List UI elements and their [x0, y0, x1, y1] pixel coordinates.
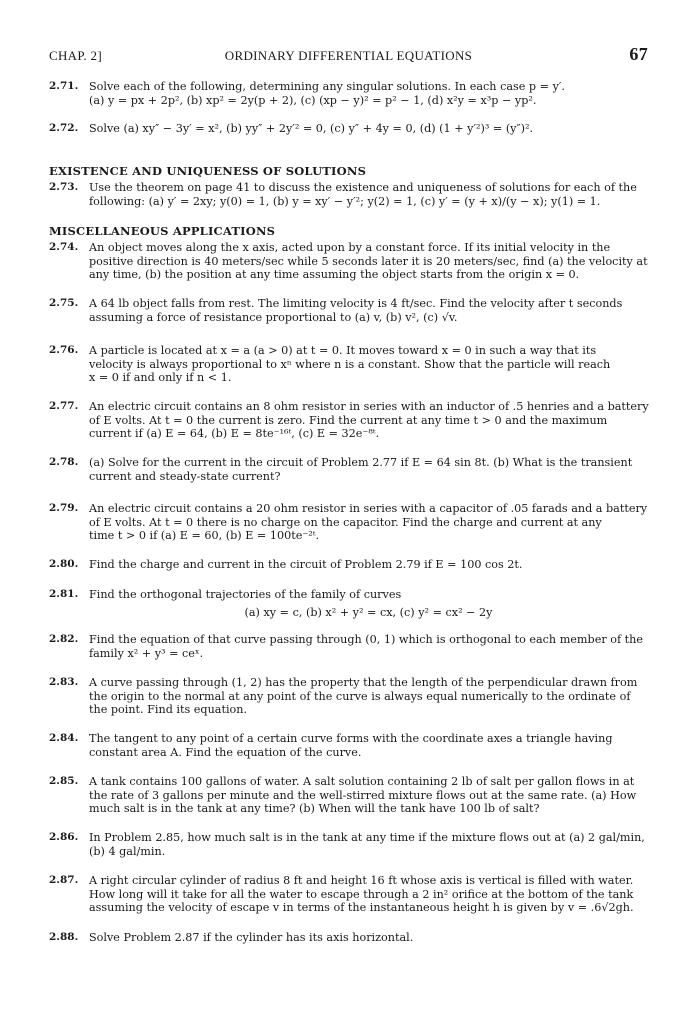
problem-text-line: (a) Solve for the current in the circuit of Problem 2.77 if E = 64 sin 8t. (b) What is the transient — [89, 456, 633, 469]
problem-number: 2.76. — [49, 344, 79, 356]
problem-text-line: following: (a) y′ = 2xy; y(0) = 1, (b) y = xy′ − y′²; y(2) = 1, (c) y′ = (y + x)/(y − x); y(1) = 1. — [89, 194, 601, 208]
problem-2-78 — [49, 456, 648, 483]
problem-text-line: assuming the velocity of escape v in terms of the instantaneous height h is given by v = .6√2gh. — [89, 901, 634, 915]
problem-number: 2.88. — [49, 931, 79, 943]
problem-number: 2.85. — [49, 775, 79, 787]
problem-text-line: current if (a) E = 64, (b) E = 8te⁻¹⁶ᵗ, (c) E = 32e⁻⁸ᵗ. — [89, 427, 380, 441]
problem-text-line: A tank contains 100 gallons of water. A salt solution containing 2 lb of salt per gallon flows in at — [89, 775, 635, 788]
problem-2-74 — [49, 241, 648, 282]
problem-text-line: (b) 4 gal/min. — [89, 844, 166, 858]
page-number: 67 — [629, 44, 648, 64]
problem-text-line: much salt is in the tank at any time? (b) When will the tank have 100 lb of salt? — [89, 802, 540, 816]
problem-text-line: A right circular cylinder of radius 8 ft and height 16 ft whose axis is vertical is filled with water. — [89, 874, 634, 887]
problem-number: 2.77. — [49, 400, 79, 412]
problem-2-79 — [49, 502, 648, 543]
page-header — [49, 44, 648, 66]
problem-2-76 — [49, 344, 648, 385]
problem-text-line: of E volts. At t = 0 the current is zero. Find the current at any time t > 0 and the maximum — [89, 413, 608, 427]
problem-2-72 — [49, 122, 648, 136]
problem-number: 2.82. — [49, 633, 79, 645]
section-heading-misc: MISCELLANEOUS APPLICATIONS — [49, 224, 276, 238]
problem-number: 2.87. — [49, 874, 79, 886]
problem-2-71 — [49, 80, 648, 107]
problem-number: 2.79. — [49, 502, 79, 514]
problem-equation-line: (a) xy = c, (b) x² + y² = cx, (c) y² = cx² − 2y — [244, 605, 493, 619]
problem-text-line: the rate of 3 gallons per minute and the well-stirred mixture flows out at the same rate. (a) How — [89, 788, 637, 802]
problem-text-line: An electric circuit contains an 8 ohm resistor in series with an inductor of .5 henries and a battery — [89, 400, 649, 413]
problem-text-line: Solve each of the following, determining any singular solutions. In each case p = y′. — [89, 80, 565, 93]
problem-2-83 — [49, 676, 648, 717]
problem-text-line: the point. Find its equation. — [89, 703, 248, 717]
problem-2-80 — [49, 558, 648, 572]
problem-text-line: velocity is always proportional to xⁿ where n is a constant. Show that the particle will reach — [89, 357, 611, 371]
problem-text-line: In Problem 2.85, how much salt is in the tank at any time if the mixture flows out at (a) 2 gal/min, — [89, 831, 645, 844]
problem-text-line: Find the charge and current in the circuit of Problem 2.79 if E = 100 cos 2t. — [89, 558, 523, 571]
problem-2-75 — [49, 297, 648, 324]
problem-text-line: current and steady-state current? — [89, 469, 281, 483]
problem-2-82 — [49, 633, 648, 660]
problem-number: 2.75. — [49, 297, 79, 309]
problem-2-81 — [49, 588, 648, 619]
problem-text-line: How long will it take for all the water to escape through a 2 in² orifice at the bottom of the tank — [89, 887, 634, 901]
problem-text-line: Solve (a) xy″ − 3y′ = x², (b) yy″ + 2y′² = 0, (c) y″ + 4y = 0, (d) (1 + y′²)³ = (y″)². — [89, 122, 534, 135]
problem-text-line: Find the equation of that curve passing through (0, 1) which is orthogonal to each member of the — [89, 633, 643, 646]
problem-2-86 — [49, 831, 648, 858]
problem-text-line: Find the orthogonal trajectories of the family of curves — [89, 588, 402, 601]
problem-text-line: Solve Problem 2.87 if the cylinder has its axis horizontal. — [89, 931, 414, 944]
problem-text-line: x = 0 if and only if n < 1. — [89, 371, 232, 385]
problem-text-line: The tangent to any point of a certain curve forms with the coordinate axes a triangle having — [89, 732, 613, 745]
problem-text-line: An object moves along the x axis, acted upon by a constant force. If its initial velocity in the — [89, 241, 611, 254]
problem-text-line: the origin to the normal at any point of the curve is always equal numerically to the ordinate of — [89, 689, 631, 703]
problem-2-87 — [49, 874, 648, 915]
problem-number: 2.80. — [49, 558, 79, 570]
problem-number: 2.71. — [49, 80, 79, 92]
problem-2-73 — [49, 181, 648, 208]
problem-number: 2.86. — [49, 831, 79, 843]
problem-text-line: time t > 0 if (a) E = 60, (b) E = 100te⁻²ᵗ. — [89, 529, 320, 543]
problem-text-line: constant area A. Find the equation of the curve. — [89, 745, 362, 759]
problem-text-line: A particle is located at x = a (a > 0) at t = 0. It moves toward x = 0 in such a way that its — [89, 344, 597, 357]
problem-number: 2.78. — [49, 456, 79, 468]
problem-text-line: positive direction is 40 meters/sec while 5 seconds later it is 20 meters/sec, find (a) the velocity at — [89, 254, 648, 268]
problem-text-line: An electric circuit contains a 20 ohm resistor in series with a capacitor of .05 farads and a battery — [89, 502, 648, 515]
problem-number: 2.73. — [49, 181, 79, 193]
problem-number: 2.81. — [49, 588, 79, 600]
problem-number: 2.74. — [49, 241, 79, 253]
problem-2-84 — [49, 732, 648, 759]
problem-text-line: (a) y = px + 2p², (b) xp² = 2y(p + 2), (c) (xp − y)² = p² − 1, (d) x²y = x³p − yp². — [89, 93, 537, 107]
problem-2-77 — [49, 400, 648, 441]
problem-number: 2.72. — [49, 122, 79, 134]
problem-text-line: A 64 lb object falls from rest. The limiting velocity is 4 ft/sec. Find the velocity after t seconds — [89, 297, 623, 310]
section-heading-existence: EXISTENCE AND UNIQUENESS OF SOLUTIONS — [49, 164, 367, 178]
problem-text-line: of E volts. At t = 0 there is no charge on the capacitor. Find the charge and current at any — [89, 515, 602, 529]
problem-text-line: Use the theorem on page 41 to discuss the existence and uniqueness of solutions for each of the — [89, 181, 637, 194]
problem-text-line: family x² + y³ = ceˣ. — [89, 646, 204, 660]
problem-2-88 — [49, 931, 648, 945]
problem-number: 2.84. — [49, 732, 79, 744]
problem-text-line: A curve passing through (1, 2) has the property that the length of the perpendicular drawn from — [89, 676, 638, 689]
problem-text-line: any time, (b) the position at any time assuming the object starts from the origin x = 0. — [89, 268, 580, 282]
chapter-label: CHAP. 2] — [49, 48, 102, 63]
problem-2-85 — [49, 775, 648, 816]
problem-text-line: assuming a force of resistance proportional to (a) v, (b) v², (c) √v. — [89, 310, 458, 324]
problem-number: 2.83. — [49, 676, 79, 688]
page-title: ORDINARY DIFFERENTIAL EQUATIONS — [224, 48, 473, 63]
